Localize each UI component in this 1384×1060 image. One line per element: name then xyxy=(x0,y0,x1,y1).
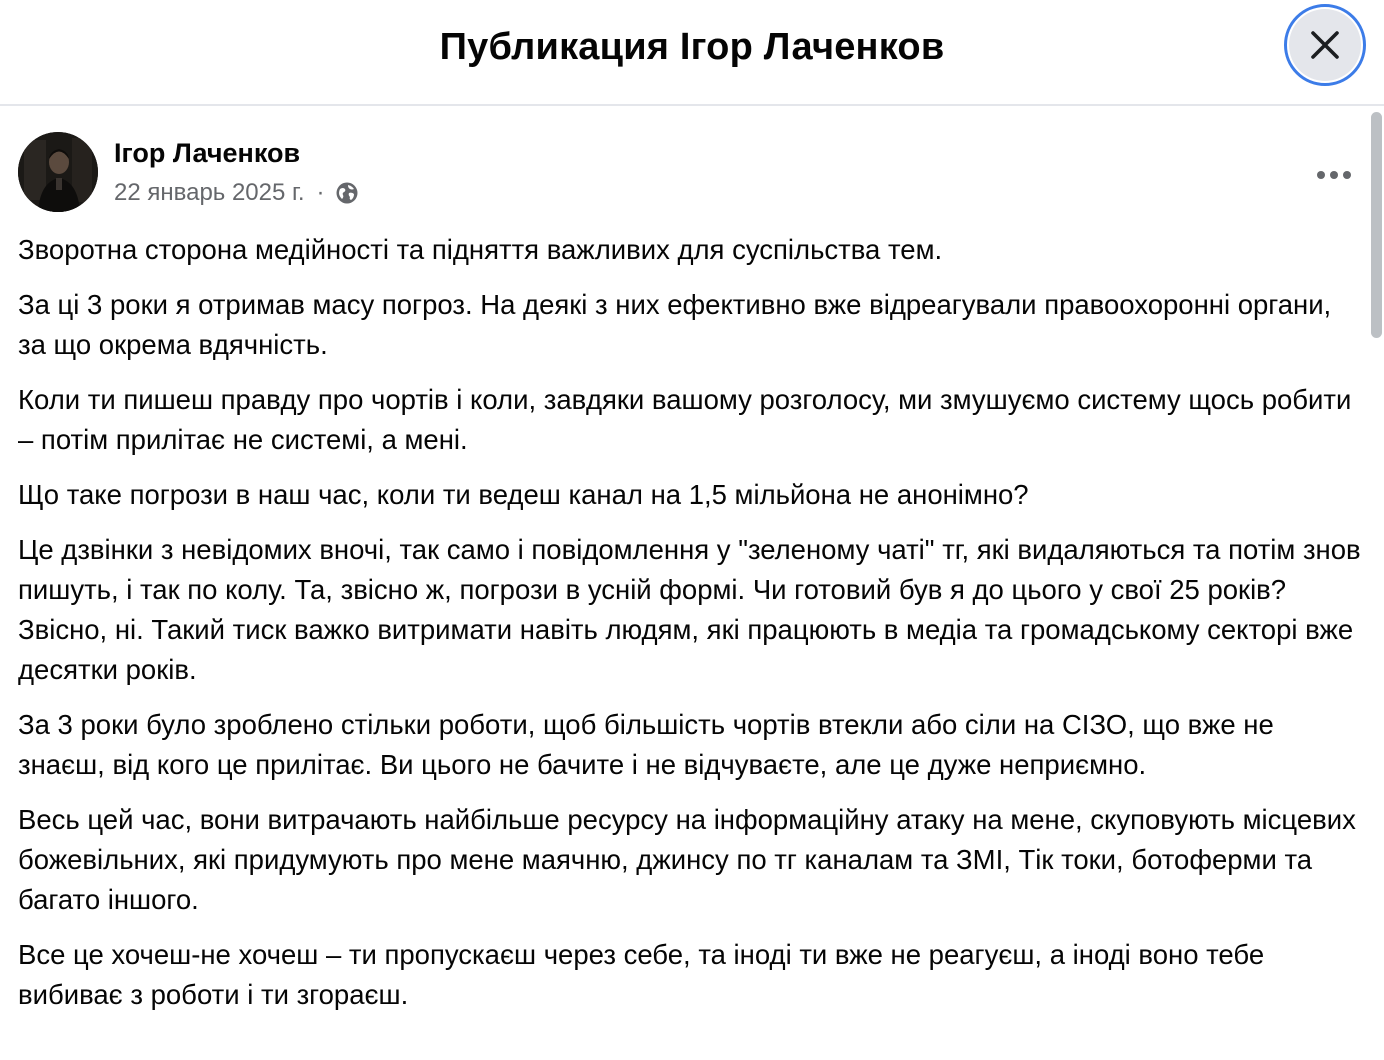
post-paragraph: Це дзвінки з невідомих вночі, так само і повідомлення у "зеленому чаті" тг, які видаляються та потім знов пишуть, і так по колу. Та, звісно ж, погрози в усній формі. Чи готовий був я до цього у свої 25 років? Звісно, ні. Такий тиск важко витримати навіть людям, які працюють в медіа та громадському секторі вже десятки років. xyxy=(18,534,1361,685)
post-scroll-area[interactable] xyxy=(0,106,1384,1060)
close-button[interactable] xyxy=(1284,4,1366,86)
post-paragraph: Весь цей час, вони витрачають найбільше ресурсу на інформаційну атаку на мене, скуповують місцевих божевільних, які придумують про мене маячню, джинсу по тг каналам та ЗМІ, Тік токи, ботоферми та багато іншого. xyxy=(18,804,1356,915)
avatar[interactable] xyxy=(18,132,98,212)
more-options-button[interactable] xyxy=(1310,160,1358,190)
dialog-header xyxy=(0,0,1384,106)
post-meta xyxy=(114,178,359,208)
avatar-photo xyxy=(18,132,98,212)
post-date[interactable]: 22 январь 2025 г. xyxy=(114,179,305,206)
post-paragraph: Що таке погрози в наш час, коли ти ведеш канал на 1,5 мільйона не анонімно? xyxy=(18,479,1029,510)
scrollbar-thumb[interactable] xyxy=(1371,112,1382,338)
post-header xyxy=(18,132,1358,218)
close-icon xyxy=(1310,30,1340,60)
dialog-title: Публикация Ігор Лаченков xyxy=(439,26,945,68)
meta-separator: · xyxy=(316,179,325,206)
post-paragraph: За 3 роки було зроблено стільки роботи, щоб більшість чортів втекли або сіли на СІЗО, що вже не знаєш, від кого це прилітає. Ви цього не бачите і не відчуваєте, але це дуже неприємно. xyxy=(18,709,1274,780)
globe-icon[interactable] xyxy=(335,181,359,205)
more-dots-icon xyxy=(1316,170,1352,180)
post-paragraph: За ці 3 роки я отримав масу погроз. На деякі з них ефективно вже відреагували правоохоронні органи, за що окрема вдячність. xyxy=(18,289,1332,360)
post-paragraph: Коли ти пишеш правду про чортів і коли, завдяки вашому розголосу, ми змушуємо систему щось робити – потім прилітає не системі, а мені. xyxy=(18,384,1352,455)
post-paragraph: Все це хочеш-не хочеш – ти пропускаєш через себе, та іноді ти вже не реагуєш, а іноді воно тебе вибиває з роботи і ти згораєш. xyxy=(18,939,1265,1010)
close-button-surface[interactable] xyxy=(1289,9,1361,81)
post-paragraph: Зворотна сторона медійності та підняття важливих для суспільства тем. xyxy=(18,234,943,265)
post-text xyxy=(18,230,1363,1030)
author-name[interactable]: Ігор Лаченков xyxy=(114,138,301,168)
